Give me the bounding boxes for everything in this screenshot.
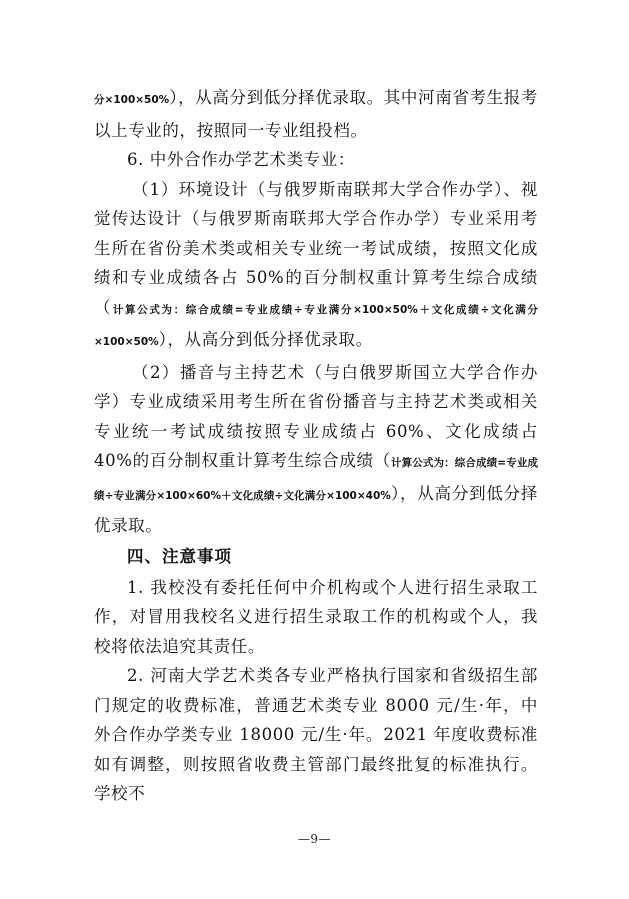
- continuation-paragraph: [94, 83, 538, 145]
- page-content: [94, 83, 538, 809]
- continuation-text: ），从高分到低分择优录取。其中河南省考生报考以上专业的，按照同一专业组投档。: [94, 88, 538, 140]
- item-1-text-after: ），从高分到低分择优录取。: [158, 330, 373, 349]
- note-1-paragraph: 1. 我校没有委托任何中介机构或个人进行招生录取工作，对冒用我校名义进行招生录取工作的机构或个人，我校将依法追究其责任。: [94, 577, 538, 656]
- section-6-title: 6. 中外合作办学艺术类专业：: [127, 150, 355, 169]
- note-2-paragraph: 2. 河南大学艺术类各专业严格执行国家和省级招生部门规定的收费标准，普通艺术类专业 8000 元/生·年，中外合作办学类专业 18000 元/生·年。2021 年度收费标准如有调整，则按照省收费主管部门最终批复的标准执行。学校不: [94, 666, 538, 803]
- item-1-paragraph: [94, 175, 538, 358]
- formula-tail: 分×100×50%: [94, 94, 170, 106]
- item-1-formula: 计算公式为：综合成绩=专业成绩÷专业满分×100×50%＋文化成绩÷文化满分×100×50%: [94, 303, 538, 348]
- section-4-heading: 四、注意事项: [127, 546, 232, 566]
- page-number: —9—: [297, 832, 332, 846]
- item-2-text: （2）播音与主持艺术（与白俄罗斯国立大学合作办学）专业成绩采用考生所在省份播音与主持艺术类或相关专业统一考试成绩按照专业成绩占 60%、文化成绩占 40%的百分制权重计算考生综合成绩（: [94, 362, 538, 470]
- item-1-text: （1）环境设计（与俄罗斯南联邦大学合作办学）、视觉传达设计（与俄罗斯南联邦大学合作办学）专业采用考生所在省份美术类或相关专业统一考试成绩，按照文化成绩和专业成绩各占 50%的百分制权重计算考生综合成绩（: [94, 179, 538, 317]
- item-2-paragraph: [94, 358, 538, 541]
- item-2-text-after: ），从高分到低分择优录取。: [94, 483, 539, 535]
- item-2-formula: 计算公式为：综合成绩=专业成绩÷专业满分×100×60%＋文化成绩÷文化满分×100×40%: [94, 457, 538, 502]
